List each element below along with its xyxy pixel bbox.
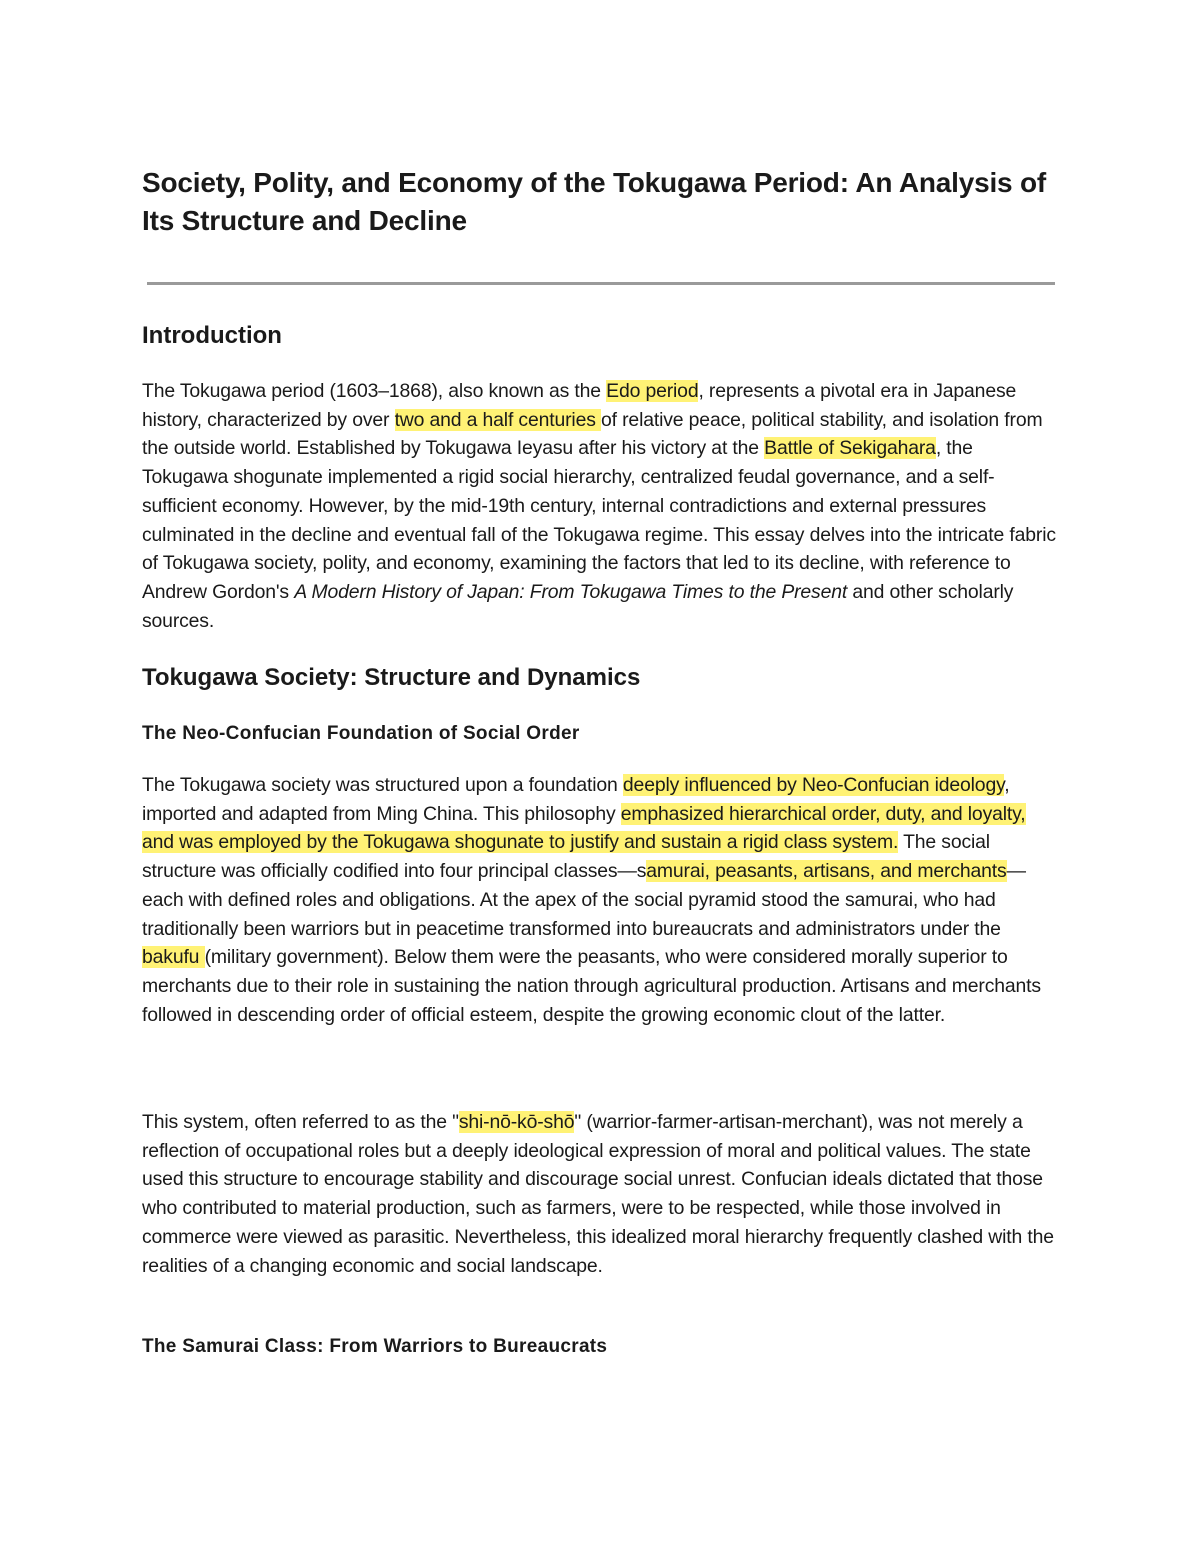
highlight-neo-confucian-ideology: deeply influenced by Neo-Confucian ideology (622, 774, 1005, 796)
heading-tokugawa-society: Tokugawa Society: Structure and Dynamics (142, 664, 641, 691)
text-run: This system, often referred to as the " (142, 1111, 459, 1133)
subheading-neo-confucian: The Neo-Confucian Foundation of Social Order (142, 723, 580, 744)
text-run: —each with defined roles and obligations. At the apex of the social pyramid stood the samurai, who had traditionally been warriors but in peacetime transformed into bureaucrats and administrators under the (142, 860, 1026, 940)
highlight-hierarchical-order: emphasized hierarchical order, duty, and loyalty, and was employed by the Tokugawa shogunate to justify and sustain a rigid class system. (142, 802, 1026, 854)
highlight-shi-no-ko-sho: shi-nō-kō-shō (458, 1111, 575, 1133)
text-run: , represents a pivotal era in Japanese history, characterized by over (142, 380, 1017, 431)
text-run: , imported and adapted from Ming China. This philosophy (142, 774, 1010, 825)
book-title: A Modern History of Japan: From Tokugawa Times to the Present (294, 580, 848, 603)
paragraph-shi-no-ko-sho (142, 1108, 1058, 1280)
paragraph-introduction (142, 377, 1058, 635)
heading-introduction: Introduction (142, 322, 282, 349)
text-run: The Tokugawa period (1603–1868), also known as the (142, 380, 607, 402)
paragraph-neo-confucian (142, 771, 1058, 1029)
highlight-four-classes: amurai, peasants, artisans, and merchants (646, 860, 1007, 883)
highlight-edo-period: Edo period (606, 380, 699, 402)
text-run: , the Tokugawa shogunate implemented a rigid social hierarchy, centralized feudal governance, and a self-sufficient economy. However, by the mid-19th century, internal contradictions and external pressures culminated in the decline and eventual fall of the Tokugawa regime. This essay delves into the intricate fabric of Tokugawa society, polity, and economy, examining the factors that led to its decline, with reference to Andrew Gordon's (142, 437, 1056, 603)
highlight-battle-of-sekigahara: Battle of Sekigahara (764, 437, 936, 460)
text-run: and other scholarly sources. (142, 580, 1014, 632)
horizontal-rule (147, 282, 1055, 285)
text-run: " (warrior-farmer-artisan-merchant), was not merely a reflection of occupational roles but a deeply ideological expression of moral and political values. The state used this structure to encourage stability and discourage social unrest. Confucian ideals dictated that those who contributed to material production, such as farmers, were to be respected, while those involved in commerce were viewed as parasitic. Nevertheless, this idealized moral hierarchy frequently clashed with the realities of a changing economic and social landscape. (142, 1111, 1054, 1277)
text-run: The social structure was officially codified into four principal classes—s (142, 831, 990, 883)
text-run: (military government). Below them were the peasants, who were considered morally superior to merchants due to their role in sustaining the nation through agricultural production. Artisans and merchants followed in descending order of official esteem, despite the growing economic clout of the latter. (142, 946, 1041, 1026)
document-title: Society, Polity, and Economy of the Tokugawa Period: An Analysis of Its Structure and Decline (142, 167, 1046, 236)
highlight-bakufu: bakufu (142, 946, 205, 969)
subheading-samurai-class: The Samurai Class: From Warriors to Bureaucrats (142, 1336, 608, 1357)
text-run: The Tokugawa society was structured upon a foundation (142, 774, 623, 796)
highlight-two-and-a-half-centuries: two and a half centuries (394, 408, 602, 431)
text-run: of relative peace, political stability, and isolation from the outside world. Established by Tokugawa Ieyasu after his victory at the (142, 408, 1043, 460)
